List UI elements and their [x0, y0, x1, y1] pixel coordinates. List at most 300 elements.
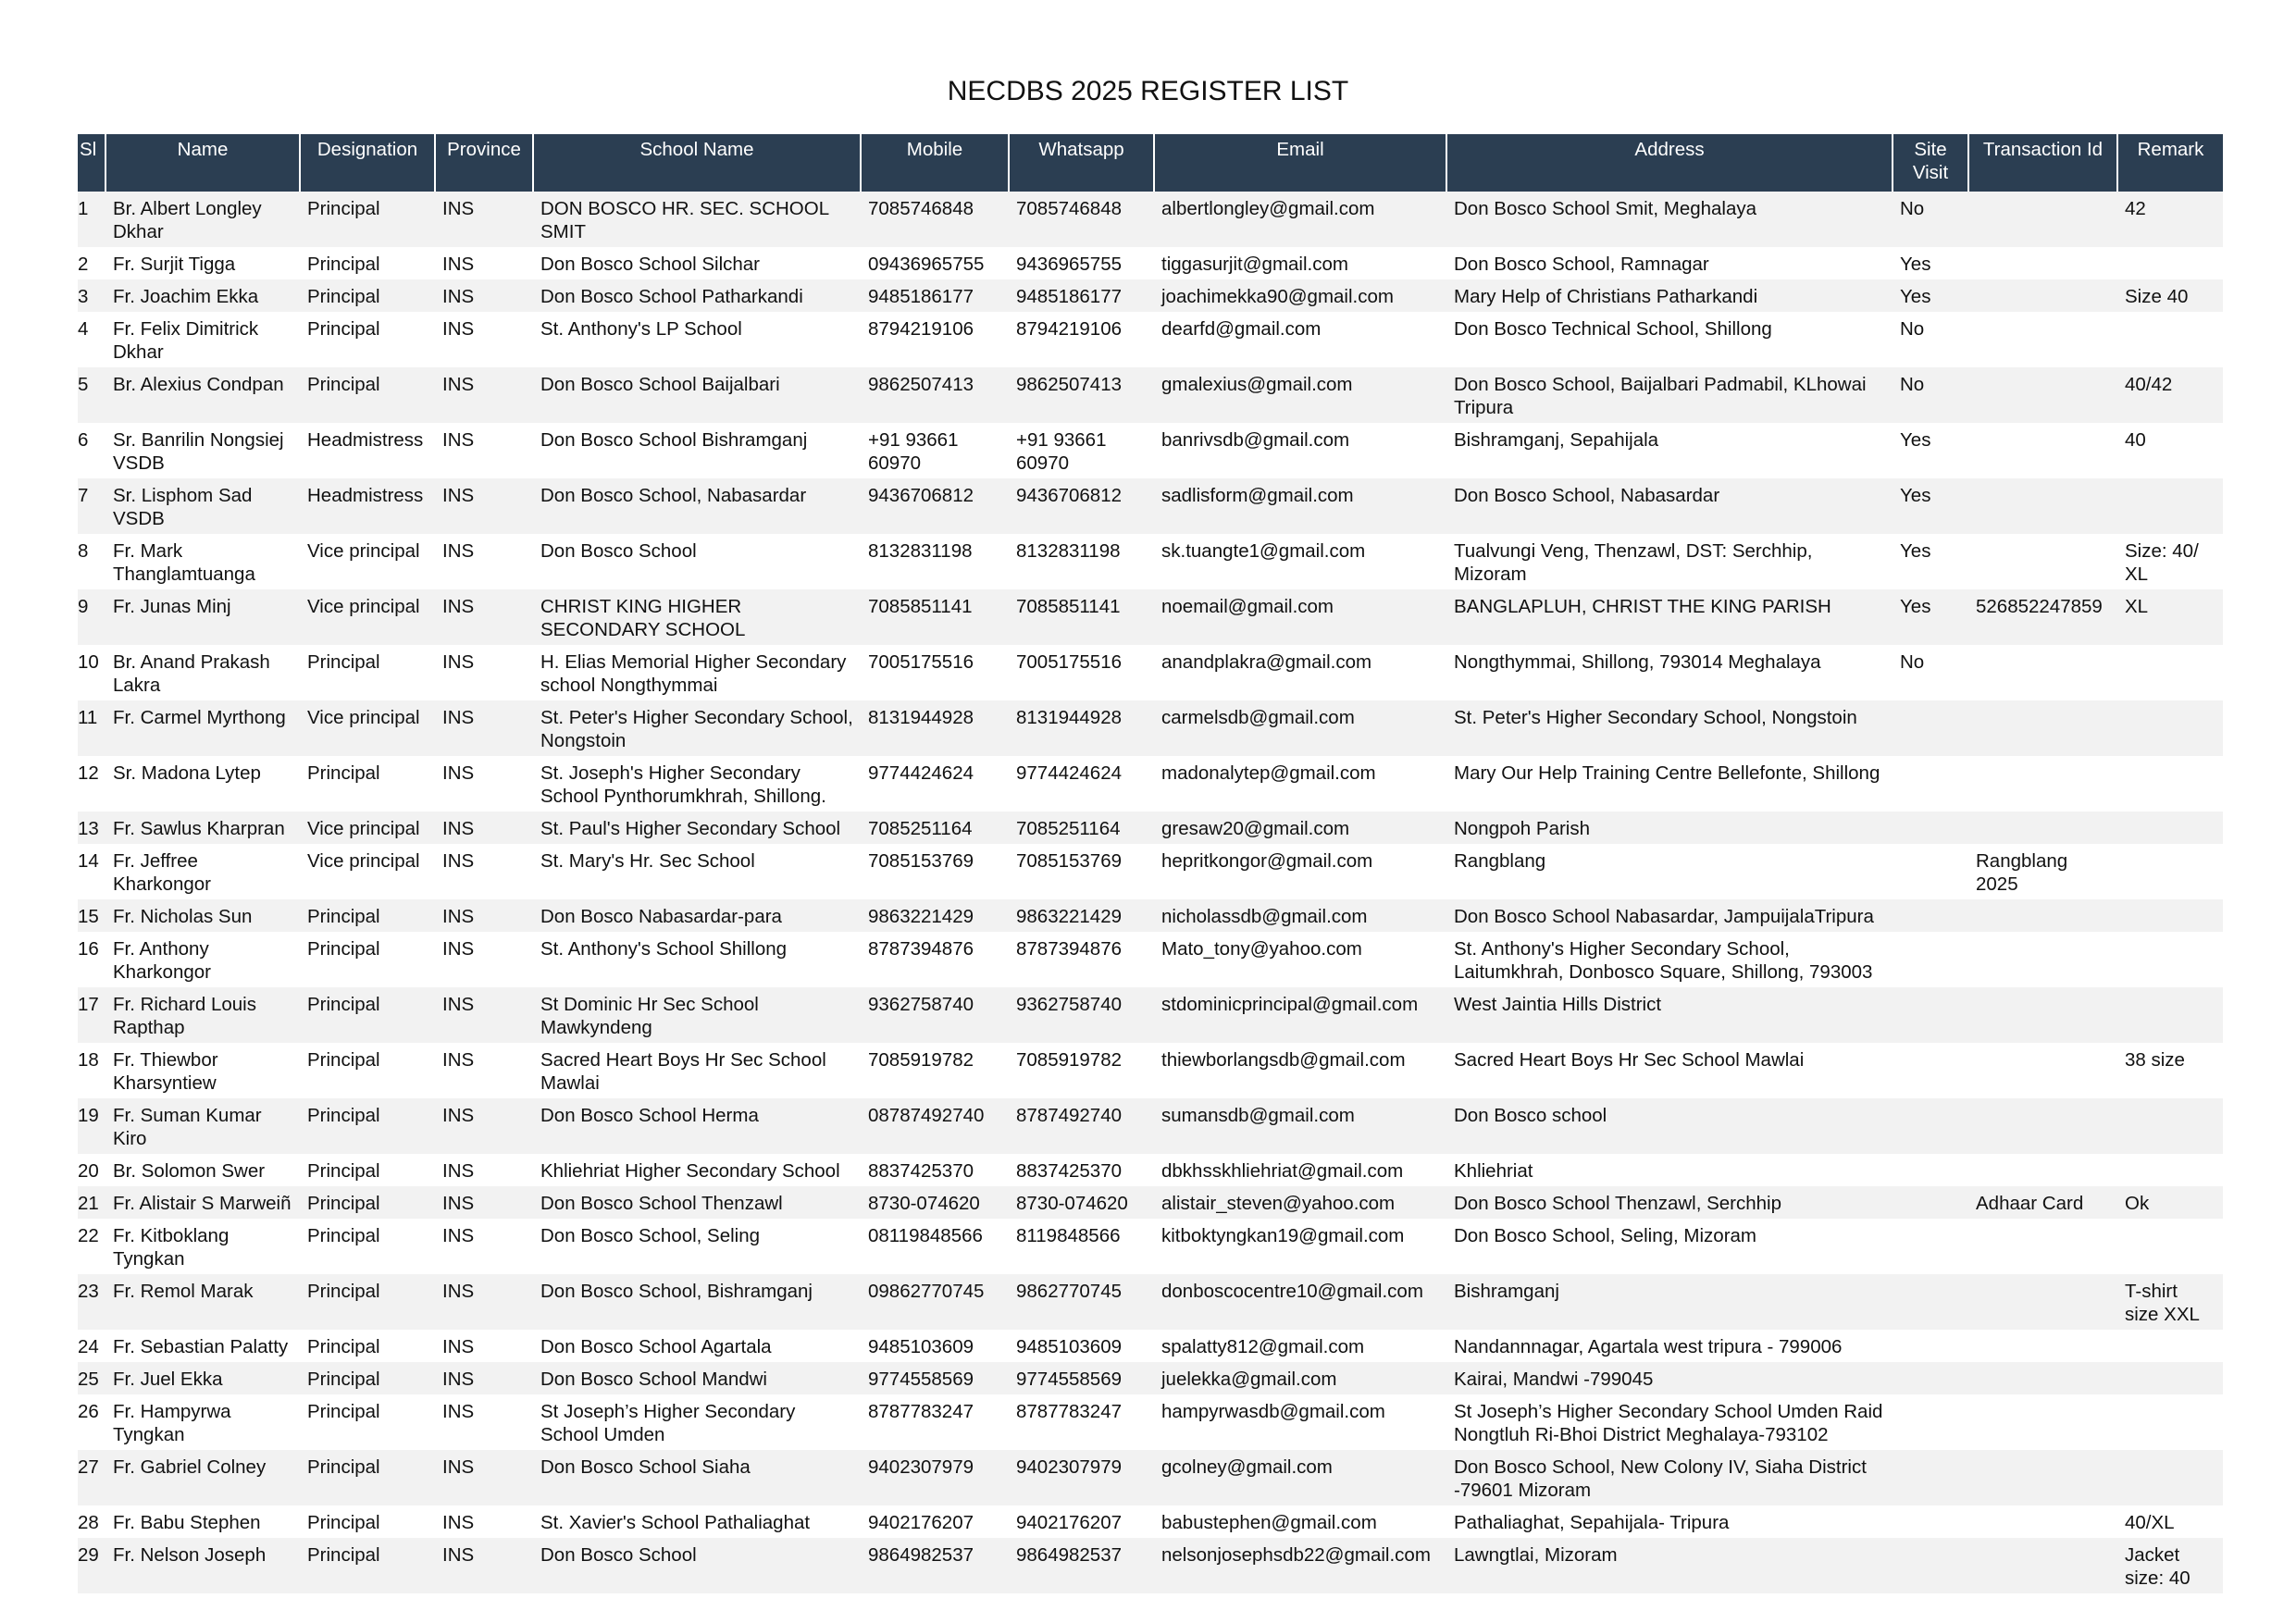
cell-sl: 3 [78, 279, 105, 312]
cell-remark [2117, 987, 2223, 1043]
cell-email: donboscocentre10@gmail.com [1154, 1274, 1446, 1330]
cell-school-name: Don Bosco School Agartala [533, 1330, 861, 1362]
cell-transaction-id [1968, 812, 2117, 844]
cell-site-visit [1893, 987, 1968, 1043]
cell-site-visit: Yes [1893, 279, 1968, 312]
cell-name: Fr. Nelson Joseph [105, 1538, 300, 1593]
cell-school-name: Don Bosco School Mandwi [533, 1362, 861, 1394]
cell-province: INS [435, 812, 533, 844]
cell-site-visit [1893, 1154, 1968, 1186]
cell-name: Br. Alexius Condpan [105, 367, 300, 423]
page-title: NECDBS 2025 REGISTER LIST [947, 76, 1349, 106]
cell-designation: Headmistress [300, 478, 435, 534]
cell-name: Fr. Thiewbor Kharsyntiew [105, 1043, 300, 1098]
column-header-province: Province [435, 134, 533, 192]
cell-site-visit [1893, 1330, 1968, 1362]
cell-mobile: 9863221429 [861, 899, 1009, 932]
cell-site-visit [1893, 1219, 1968, 1274]
cell-province: INS [435, 1450, 533, 1505]
table-row [78, 700, 2223, 756]
cell-email: gcolney@gmail.com [1154, 1450, 1446, 1505]
cell-designation: Principal [300, 1098, 435, 1154]
cell-remark: Size: 40/ XL [2117, 534, 2223, 589]
cell-site-visit [1893, 1043, 1968, 1098]
cell-school-name: CHRIST KING HIGHER SECONDARY SCHOOL [533, 589, 861, 645]
column-header-sl: Sl [78, 134, 105, 192]
cell-designation: Vice principal [300, 812, 435, 844]
cell-transaction-id [1968, 756, 2117, 812]
cell-whatsapp: 8119848566 [1009, 1219, 1154, 1274]
table-row [78, 1362, 2223, 1394]
cell-school-name: Don Bosco School Herma [533, 1098, 861, 1154]
cell-mobile: 9362758740 [861, 987, 1009, 1043]
cell-province: INS [435, 312, 533, 367]
cell-sl: 25 [78, 1362, 105, 1394]
table-row [78, 987, 2223, 1043]
cell-whatsapp: 9862507413 [1009, 367, 1154, 423]
cell-address: Kairai, Mandwi -799045 [1446, 1362, 1893, 1394]
table-row [78, 756, 2223, 812]
cell-address: Mary Help of Christians Patharkandi [1446, 279, 1893, 312]
cell-address: Don Bosco School Nabasardar, JampuijalaTripura [1446, 899, 1893, 932]
cell-site-visit [1893, 844, 1968, 899]
table-row [78, 367, 2223, 423]
cell-site-visit [1893, 1394, 1968, 1450]
cell-whatsapp: 8794219106 [1009, 312, 1154, 367]
cell-mobile: 9485103609 [861, 1330, 1009, 1362]
table-row [78, 279, 2223, 312]
cell-email: stdominicprincipal@gmail.com [1154, 987, 1446, 1043]
cell-school-name: Don Bosco School Silchar [533, 247, 861, 279]
cell-mobile: 9402176207 [861, 1505, 1009, 1538]
cell-mobile: 09862770745 [861, 1274, 1009, 1330]
cell-remark [2117, 700, 2223, 756]
cell-email: hampyrwasdb@gmail.com [1154, 1394, 1446, 1450]
cell-remark [2117, 1219, 2223, 1274]
cell-name: Fr. Mark Thanglamtuanga [105, 534, 300, 589]
cell-remark: T-shirt size XXL [2117, 1274, 2223, 1330]
cell-name: Fr. Remol Marak [105, 1274, 300, 1330]
cell-province: INS [435, 1219, 533, 1274]
cell-remark [2117, 645, 2223, 700]
cell-name: Sr. Lisphom Sad VSDB [105, 478, 300, 534]
table-body [78, 192, 2223, 1593]
cell-whatsapp: 7085251164 [1009, 812, 1154, 844]
cell-sl: 14 [78, 844, 105, 899]
cell-province: INS [435, 645, 533, 700]
cell-province: INS [435, 192, 533, 247]
cell-email: thiewborlangsdb@gmail.com [1154, 1043, 1446, 1098]
cell-name: Fr. Kitboklang Tyngkan [105, 1219, 300, 1274]
cell-email: dbkhsskhliehriat@gmail.com [1154, 1154, 1446, 1186]
cell-address: Don Bosco School, Seling, Mizoram [1446, 1219, 1893, 1274]
cell-email: nelsonjosephsdb22@gmail.com [1154, 1538, 1446, 1593]
cell-remark [2117, 932, 2223, 987]
cell-designation: Vice principal [300, 534, 435, 589]
cell-school-name: Don Bosco School Siaha [533, 1450, 861, 1505]
cell-designation: Principal [300, 247, 435, 279]
table-row [78, 192, 2223, 247]
cell-designation: Principal [300, 1186, 435, 1219]
cell-whatsapp: 8131944928 [1009, 700, 1154, 756]
cell-site-visit [1893, 1450, 1968, 1505]
cell-email: gresaw20@gmail.com [1154, 812, 1446, 844]
cell-name: Fr. Anthony Kharkongor [105, 932, 300, 987]
cell-transaction-id: Rangblang 2025 [1968, 844, 2117, 899]
cell-school-name: St. Mary's Hr. Sec School [533, 844, 861, 899]
cell-name: Fr. Nicholas Sun [105, 899, 300, 932]
cell-designation: Principal [300, 1154, 435, 1186]
cell-transaction-id [1968, 1362, 2117, 1394]
cell-remark [2117, 756, 2223, 812]
cell-designation: Principal [300, 645, 435, 700]
cell-designation: Principal [300, 192, 435, 247]
cell-name: Fr. Surjit Tigga [105, 247, 300, 279]
cell-whatsapp: 8730-074620 [1009, 1186, 1154, 1219]
cell-sl: 24 [78, 1330, 105, 1362]
cell-whatsapp: 9864982537 [1009, 1538, 1154, 1593]
cell-whatsapp: 9402176207 [1009, 1505, 1154, 1538]
cell-address: St. Peter's Higher Secondary School, Nongstoin [1446, 700, 1893, 756]
table-row [78, 1505, 2223, 1538]
cell-transaction-id [1968, 899, 2117, 932]
cell-email: joachimekka90@gmail.com [1154, 279, 1446, 312]
cell-address: Don Bosco School, Nabasardar [1446, 478, 1893, 534]
cell-remark [2117, 1362, 2223, 1394]
cell-transaction-id [1968, 1274, 2117, 1330]
column-header-mobile: Mobile [861, 134, 1009, 192]
cell-site-visit: Yes [1893, 589, 1968, 645]
cell-email: noemail@gmail.com [1154, 589, 1446, 645]
table-row [78, 645, 2223, 700]
cell-remark [2117, 1394, 2223, 1450]
cell-name: Fr. Joachim Ekka [105, 279, 300, 312]
table-row [78, 1450, 2223, 1505]
cell-address: Khliehriat [1446, 1154, 1893, 1186]
cell-name: Fr. Richard Louis Rapthap [105, 987, 300, 1043]
cell-transaction-id [1968, 534, 2117, 589]
table-row [78, 1538, 2223, 1593]
cell-address: Don Bosco school [1446, 1098, 1893, 1154]
cell-address: Don Bosco Technical School, Shillong [1446, 312, 1893, 367]
cell-address: Sacred Heart Boys Hr Sec School Mawlai [1446, 1043, 1893, 1098]
cell-sl: 19 [78, 1098, 105, 1154]
cell-school-name: Sacred Heart Boys Hr Sec School Mawlai [533, 1043, 861, 1098]
cell-province: INS [435, 700, 533, 756]
cell-whatsapp: 8132831198 [1009, 534, 1154, 589]
cell-designation: Principal [300, 312, 435, 367]
cell-school-name: St. Anthony's School Shillong [533, 932, 861, 987]
cell-site-visit: No [1893, 367, 1968, 423]
cell-mobile: 08119848566 [861, 1219, 1009, 1274]
cell-address: West Jaintia Hills District [1446, 987, 1893, 1043]
cell-transaction-id [1968, 1330, 2117, 1362]
cell-designation: Principal [300, 756, 435, 812]
cell-whatsapp: 9436965755 [1009, 247, 1154, 279]
table-row [78, 899, 2223, 932]
cell-whatsapp: 9862770745 [1009, 1274, 1154, 1330]
cell-email: sk.tuangte1@gmail.com [1154, 534, 1446, 589]
cell-transaction-id [1968, 1043, 2117, 1098]
cell-address: St. Anthony's Higher Secondary School, Laitumkhrah, Donbosco Square, Shillong, 793003 [1446, 932, 1893, 987]
cell-site-visit: Yes [1893, 247, 1968, 279]
cell-sl: 13 [78, 812, 105, 844]
cell-email: madonalytep@gmail.com [1154, 756, 1446, 812]
cell-sl: 5 [78, 367, 105, 423]
cell-mobile: 8837425370 [861, 1154, 1009, 1186]
cell-sl: 15 [78, 899, 105, 932]
cell-province: INS [435, 279, 533, 312]
cell-remark [2117, 1154, 2223, 1186]
cell-remark: XL [2117, 589, 2223, 645]
cell-transaction-id [1968, 1538, 2117, 1593]
cell-site-visit [1893, 932, 1968, 987]
cell-whatsapp: 7085746848 [1009, 192, 1154, 247]
cell-sl: 21 [78, 1186, 105, 1219]
cell-whatsapp: 7085919782 [1009, 1043, 1154, 1098]
cell-province: INS [435, 1505, 533, 1538]
cell-whatsapp: 9436706812 [1009, 478, 1154, 534]
cell-school-name: Don Bosco School [533, 1538, 861, 1593]
cell-mobile: 7005175516 [861, 645, 1009, 700]
table-row [78, 1043, 2223, 1098]
cell-whatsapp: 9774558569 [1009, 1362, 1154, 1394]
cell-remark: Ok [2117, 1186, 2223, 1219]
cell-designation: Principal [300, 987, 435, 1043]
table-row [78, 247, 2223, 279]
table-row [78, 1330, 2223, 1362]
table-row [78, 1154, 2223, 1186]
cell-province: INS [435, 987, 533, 1043]
cell-sl: 2 [78, 247, 105, 279]
cell-site-visit: No [1893, 645, 1968, 700]
cell-transaction-id [1968, 645, 2117, 700]
cell-site-visit [1893, 1274, 1968, 1330]
cell-address: Don Bosco School Smit, Meghalaya [1446, 192, 1893, 247]
cell-designation: Principal [300, 1330, 435, 1362]
cell-province: INS [435, 1330, 533, 1362]
cell-province: INS [435, 1274, 533, 1330]
cell-designation: Principal [300, 367, 435, 423]
cell-remark: 40 [2117, 423, 2223, 478]
cell-address: Don Bosco School, Ramnagar [1446, 247, 1893, 279]
cell-transaction-id: Adhaar Card [1968, 1186, 2117, 1219]
cell-sl: 10 [78, 645, 105, 700]
cell-whatsapp: 9485186177 [1009, 279, 1154, 312]
cell-email: tiggasurjit@gmail.com [1154, 247, 1446, 279]
cell-transaction-id [1968, 1219, 2117, 1274]
cell-site-visit: Yes [1893, 478, 1968, 534]
cell-province: INS [435, 932, 533, 987]
cell-name: Fr. Jeffree Kharkongor [105, 844, 300, 899]
table-row [78, 1219, 2223, 1274]
cell-transaction-id [1968, 1394, 2117, 1450]
cell-site-visit [1893, 1186, 1968, 1219]
table-row [78, 478, 2223, 534]
cell-sl: 26 [78, 1394, 105, 1450]
cell-school-name: Don Bosco School Thenzawl [533, 1186, 861, 1219]
table-row [78, 1394, 2223, 1450]
cell-mobile: 9862507413 [861, 367, 1009, 423]
cell-name: Fr. Sawlus Kharpran [105, 812, 300, 844]
cell-whatsapp: 8787492740 [1009, 1098, 1154, 1154]
cell-school-name: Don Bosco School [533, 534, 861, 589]
cell-sl: 22 [78, 1219, 105, 1274]
cell-mobile: 9864982537 [861, 1538, 1009, 1593]
cell-remark: 40/42 [2117, 367, 2223, 423]
cell-email: hepritkongor@gmail.com [1154, 844, 1446, 899]
cell-email: Mato_tony@yahoo.com [1154, 932, 1446, 987]
cell-sl: 12 [78, 756, 105, 812]
cell-name: Fr. Felix Dimitrick Dkhar [105, 312, 300, 367]
cell-address: Mary Our Help Training Centre Bellefonte, Shillong [1446, 756, 1893, 812]
cell-email: babustephen@gmail.com [1154, 1505, 1446, 1538]
cell-address: Tualvungi Veng, Thenzawl, DST: Serchhip, Mizoram [1446, 534, 1893, 589]
cell-mobile: 09436965755 [861, 247, 1009, 279]
cell-province: INS [435, 899, 533, 932]
cell-mobile: 7085153769 [861, 844, 1009, 899]
cell-site-visit [1893, 1362, 1968, 1394]
cell-whatsapp: 9863221429 [1009, 899, 1154, 932]
cell-transaction-id [1968, 1154, 2117, 1186]
cell-name: Fr. Gabriel Colney [105, 1450, 300, 1505]
cell-whatsapp: 8787783247 [1009, 1394, 1154, 1450]
column-header-whatsapp: Whatsapp [1009, 134, 1154, 192]
cell-designation: Principal [300, 1394, 435, 1450]
cell-mobile: 08787492740 [861, 1098, 1009, 1154]
cell-remark [2117, 247, 2223, 279]
cell-designation: Vice principal [300, 589, 435, 645]
cell-transaction-id [1968, 1098, 2117, 1154]
cell-transaction-id [1968, 279, 2117, 312]
column-header-remark: Remark [2117, 134, 2223, 192]
cell-remark [2117, 899, 2223, 932]
cell-mobile: 9774558569 [861, 1362, 1009, 1394]
cell-remark: Jacket size: 40 [2117, 1538, 2223, 1593]
cell-sl: 11 [78, 700, 105, 756]
cell-designation: Principal [300, 899, 435, 932]
cell-sl: 16 [78, 932, 105, 987]
cell-school-name: Khliehriat Higher Secondary School [533, 1154, 861, 1186]
cell-school-name: Don Bosco School Bishramganj [533, 423, 861, 478]
cell-whatsapp: 9774424624 [1009, 756, 1154, 812]
cell-school-name: Don Bosco Nabasardar-para [533, 899, 861, 932]
table-header-row [78, 134, 2223, 192]
cell-email: anandplakra@gmail.com [1154, 645, 1446, 700]
cell-address: Nongthymmai, Shillong, 793014 Meghalaya [1446, 645, 1893, 700]
cell-school-name: St. Anthony's LP School [533, 312, 861, 367]
table-row [78, 844, 2223, 899]
cell-province: INS [435, 1538, 533, 1593]
cell-site-visit [1893, 812, 1968, 844]
cell-address: Don Bosco School Thenzawl, Serchhip [1446, 1186, 1893, 1219]
column-header-name: Name [105, 134, 300, 192]
cell-school-name: H. Elias Memorial Higher Secondary school Nongthymmai [533, 645, 861, 700]
cell-school-name: St Joseph’s Higher Secondary School Umden [533, 1394, 861, 1450]
cell-school-name: St. Peter's Higher Secondary School, Nongstoin [533, 700, 861, 756]
cell-email: nicholassdb@gmail.com [1154, 899, 1446, 932]
cell-remark [2117, 1450, 2223, 1505]
column-header-school-name: School Name [533, 134, 861, 192]
cell-remark: Size 40 [2117, 279, 2223, 312]
cell-transaction-id [1968, 247, 2117, 279]
cell-transaction-id: 526852247859 [1968, 589, 2117, 645]
cell-province: INS [435, 589, 533, 645]
cell-designation: Vice principal [300, 700, 435, 756]
cell-designation: Principal [300, 1274, 435, 1330]
cell-whatsapp: 7085851141 [1009, 589, 1154, 645]
cell-designation: Principal [300, 1043, 435, 1098]
column-header-email: Email [1154, 134, 1446, 192]
cell-sl: 7 [78, 478, 105, 534]
cell-designation: Vice principal [300, 844, 435, 899]
cell-province: INS [435, 844, 533, 899]
cell-address: Nongpoh Parish [1446, 812, 1893, 844]
cell-whatsapp: 8787394876 [1009, 932, 1154, 987]
cell-email: spalatty812@gmail.com [1154, 1330, 1446, 1362]
cell-province: INS [435, 1043, 533, 1098]
cell-school-name: Don Bosco School, Bishramganj [533, 1274, 861, 1330]
cell-school-name: Don Bosco School, Nabasardar [533, 478, 861, 534]
cell-remark [2117, 1330, 2223, 1362]
cell-designation: Principal [300, 932, 435, 987]
cell-transaction-id [1968, 700, 2117, 756]
cell-mobile: 8131944928 [861, 700, 1009, 756]
cell-province: INS [435, 1394, 533, 1450]
cell-mobile: 7085919782 [861, 1043, 1009, 1098]
cell-name: Br. Solomon Swer [105, 1154, 300, 1186]
cell-remark: 38 size [2117, 1043, 2223, 1098]
cell-email: kitboktyngkan19@gmail.com [1154, 1219, 1446, 1274]
cell-address: BANGLAPLUH, CHRIST THE KING PARISH [1446, 589, 1893, 645]
cell-address: Bishramganj, Sepahijala [1446, 423, 1893, 478]
cell-remark [2117, 478, 2223, 534]
cell-name: Fr. Juel Ekka [105, 1362, 300, 1394]
cell-email: dearfd@gmail.com [1154, 312, 1446, 367]
cell-mobile: 8132831198 [861, 534, 1009, 589]
cell-whatsapp: 9402307979 [1009, 1450, 1154, 1505]
cell-designation: Principal [300, 1219, 435, 1274]
cell-remark: 42 [2117, 192, 2223, 247]
cell-school-name: St. Xavier's School Pathaliaghat [533, 1505, 861, 1538]
cell-address: Bishramganj [1446, 1274, 1893, 1330]
cell-transaction-id [1968, 1450, 2117, 1505]
cell-address: Rangblang [1446, 844, 1893, 899]
cell-whatsapp: +91 93661 60970 [1009, 423, 1154, 478]
cell-mobile: 7085746848 [861, 192, 1009, 247]
cell-email: gmalexius@gmail.com [1154, 367, 1446, 423]
cell-designation: Headmistress [300, 423, 435, 478]
cell-province: INS [435, 756, 533, 812]
cell-sl: 6 [78, 423, 105, 478]
cell-mobile: 9436706812 [861, 478, 1009, 534]
cell-sl: 4 [78, 312, 105, 367]
cell-name: Fr. Alistair S Marweiñ [105, 1186, 300, 1219]
cell-transaction-id [1968, 932, 2117, 987]
cell-sl: 23 [78, 1274, 105, 1330]
cell-email: sumansdb@gmail.com [1154, 1098, 1446, 1154]
cell-school-name: DON BOSCO HR. SEC. SCHOOL SMIT [533, 192, 861, 247]
cell-sl: 28 [78, 1505, 105, 1538]
cell-address: Lawngtlai, Mizoram [1446, 1538, 1893, 1593]
cell-site-visit [1893, 1098, 1968, 1154]
column-header-transaction-id: Transaction Id [1968, 134, 2117, 192]
cell-sl: 27 [78, 1450, 105, 1505]
cell-province: INS [435, 367, 533, 423]
cell-transaction-id [1968, 312, 2117, 367]
cell-remark: 40/XL [2117, 1505, 2223, 1538]
register-table [78, 134, 2223, 1593]
